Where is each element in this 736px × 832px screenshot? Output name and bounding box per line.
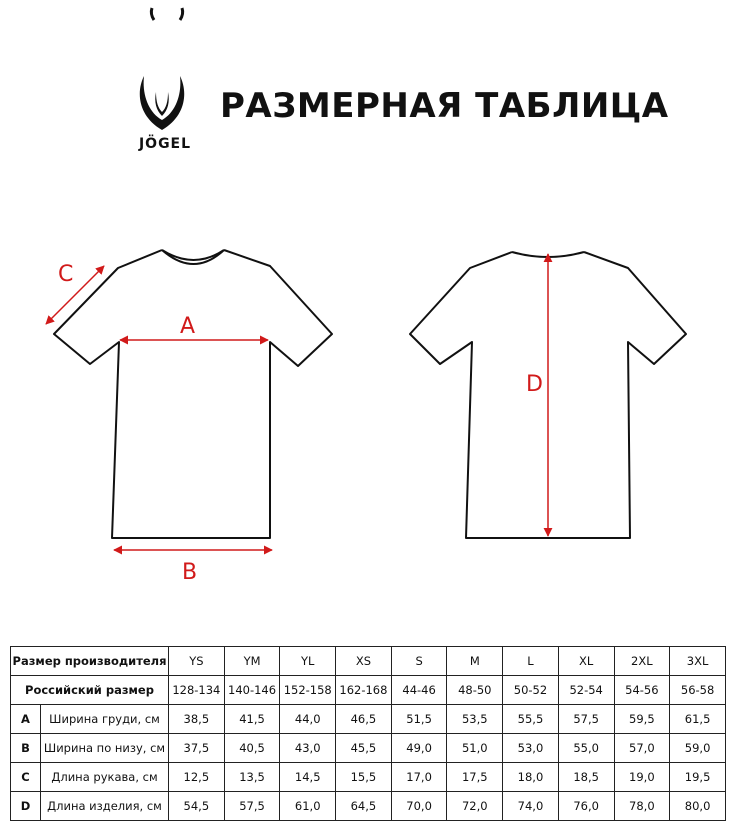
size-table <box>10 646 726 821</box>
table-cell: 17,0 <box>391 763 447 792</box>
measure-d-label: D <box>526 372 543 397</box>
row-label: Ширина груди, см <box>41 705 169 734</box>
table-cell: 59,0 <box>670 734 726 763</box>
table-cell: 70,0 <box>391 792 447 821</box>
table-row <box>11 792 726 821</box>
table-cell: 57,0 <box>614 734 670 763</box>
table-cell: 64,5 <box>336 792 392 821</box>
row-letter: C <box>11 763 41 792</box>
table-row <box>11 676 726 705</box>
table-cell: 2XL <box>614 647 670 676</box>
table-cell: YL <box>280 647 336 676</box>
table-cell: 54-56 <box>614 676 670 705</box>
table-row <box>11 647 726 676</box>
table-cell: 56-58 <box>670 676 726 705</box>
table-cell: YS <box>169 647 225 676</box>
table-cell: 61,5 <box>670 705 726 734</box>
row-letter: B <box>11 734 41 763</box>
table-cell: 41,5 <box>224 705 280 734</box>
table-cell: 49,0 <box>391 734 447 763</box>
table-cell: 57,5 <box>224 792 280 821</box>
page-title: РАЗМЕРНАЯ ТАБЛИЦА <box>220 86 669 126</box>
top-edge-logo-fragment <box>0 0 736 30</box>
table-cell: 45,5 <box>336 734 392 763</box>
table-cell: M <box>447 647 503 676</box>
table-cell: XS <box>336 647 392 676</box>
table-cell: 152-158 <box>280 676 336 705</box>
row-label: Длина изделия, см <box>41 792 169 821</box>
brand-name: JÖGEL <box>138 136 192 152</box>
measure-a-label: A <box>180 314 196 339</box>
table-row <box>11 763 726 792</box>
table-cell: 44,0 <box>280 705 336 734</box>
table-cell: 80,0 <box>670 792 726 821</box>
table-cell: 51,5 <box>391 705 447 734</box>
table-cell: 50-52 <box>503 676 559 705</box>
table-cell: XL <box>558 647 614 676</box>
manufacturer-size-label: Размер производителя <box>11 647 169 676</box>
russian-size-label: Российский размер <box>11 676 169 705</box>
row-letter: D <box>11 792 41 821</box>
table-cell: 52-54 <box>558 676 614 705</box>
row-letter: A <box>11 705 41 734</box>
table-cell: 13,5 <box>224 763 280 792</box>
table-cell: 140-146 <box>224 676 280 705</box>
table-cell: 3XL <box>670 647 726 676</box>
table-cell: 44-46 <box>391 676 447 705</box>
table-cell: 53,0 <box>503 734 559 763</box>
tshirt-measurement-diagram <box>0 230 736 590</box>
table-cell: 59,5 <box>614 705 670 734</box>
table-cell: 48-50 <box>447 676 503 705</box>
row-label: Ширина по низу, см <box>41 734 169 763</box>
table-cell: 72,0 <box>447 792 503 821</box>
table-cell: 55,0 <box>558 734 614 763</box>
table-cell: 38,5 <box>169 705 225 734</box>
table-cell: L <box>503 647 559 676</box>
table-cell: 46,5 <box>336 705 392 734</box>
table-cell: 76,0 <box>558 792 614 821</box>
table-cell: 12,5 <box>169 763 225 792</box>
table-cell: 37,5 <box>169 734 225 763</box>
table-cell: 14,5 <box>280 763 336 792</box>
table-cell: 17,5 <box>447 763 503 792</box>
table-cell: 51,0 <box>447 734 503 763</box>
table-cell: S <box>391 647 447 676</box>
table-cell: 53,5 <box>447 705 503 734</box>
table-cell: 128-134 <box>169 676 225 705</box>
table-cell: 19,0 <box>614 763 670 792</box>
table-cell: 78,0 <box>614 792 670 821</box>
table-cell: 54,5 <box>169 792 225 821</box>
table-cell: 15,5 <box>336 763 392 792</box>
table-cell: 18,0 <box>503 763 559 792</box>
row-label: Длина рукава, см <box>41 763 169 792</box>
table-cell: 18,5 <box>558 763 614 792</box>
table-cell: 57,5 <box>558 705 614 734</box>
table-cell: 74,0 <box>503 792 559 821</box>
table-cell: YM <box>224 647 280 676</box>
table-row <box>11 705 726 734</box>
tshirt-front-outline <box>54 250 332 538</box>
measure-c-line <box>46 266 104 324</box>
measure-b-label: B <box>182 560 198 585</box>
table-cell: 61,0 <box>280 792 336 821</box>
table-cell: 40,5 <box>224 734 280 763</box>
table-cell: 19,5 <box>670 763 726 792</box>
table-cell: 55,5 <box>503 705 559 734</box>
table-cell: 162-168 <box>336 676 392 705</box>
measure-c-label: C <box>58 262 74 287</box>
table-row <box>11 734 726 763</box>
table-cell: 43,0 <box>280 734 336 763</box>
